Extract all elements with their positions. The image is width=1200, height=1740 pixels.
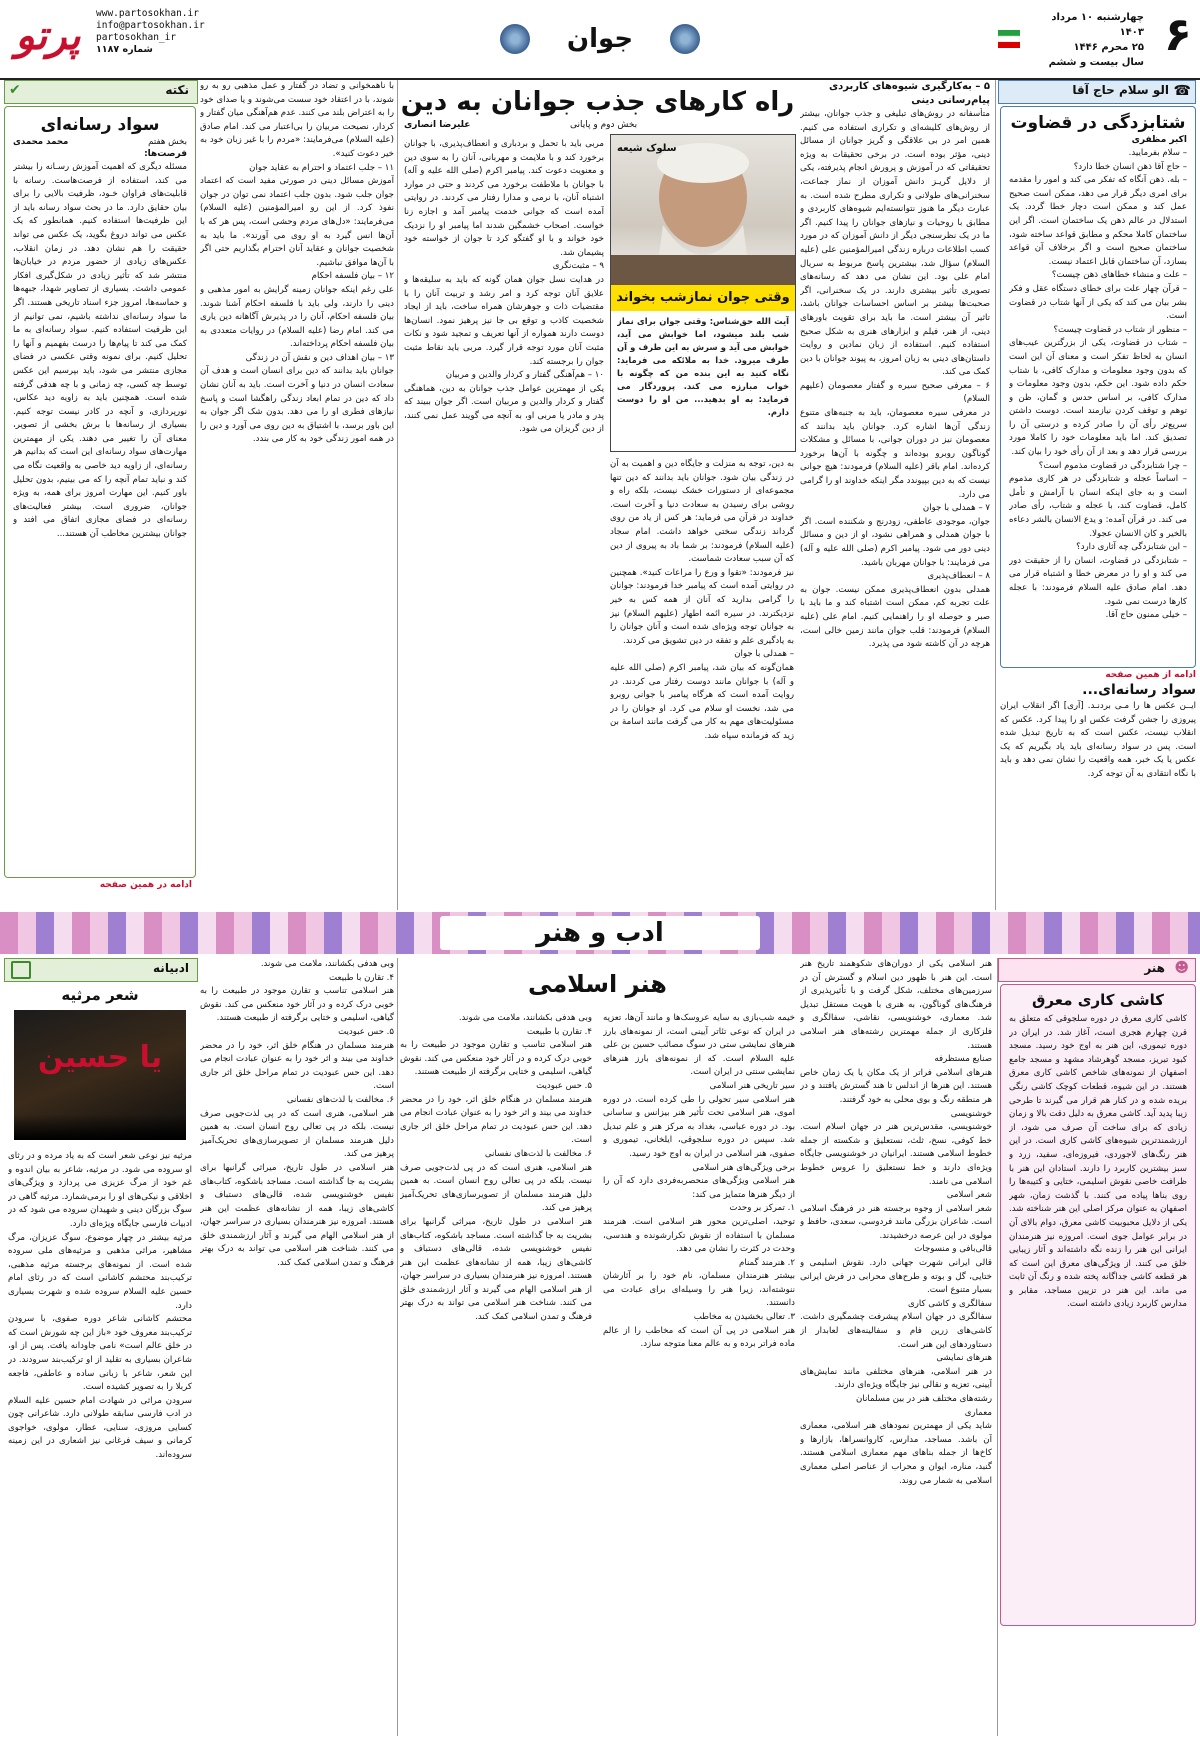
date-block [1024, 10, 1144, 70]
section-title: جوان [566, 24, 634, 54]
islamic-art-col-a: خیمه شب‌بازی به سایه عروسک‌ها و مانند آن‌ها، تعزیه در ایران که نوعی تئاتر آیینی است، از نمونه‌های بارز هنرهای نمایشی ستی در سوگ مصائب حسین بن علی علیه السلام است. که از نمونه‌های بارز هنرهای نمایشی سنتی در ایران است. سیر تاریخی هنر اسلامی هنر اسلامی سیر تحولی را طی کرده است. در دوره اموی، هنر اسلامی تحت تأثیر هنر بیزانس و ساسانی بود. در دوره عباسی، بغداد به مرکز هنر و علم تبدیل شد. سپس در دوره سلجوقی، ایلخانی، تیموری و صفوی، هنر اسلامی در ایران به اوج خود رسید. برخی ویژگی‌های هنر اسلامی هنر اسلامی ویژگی‌های منحصربه‌فردی دارد که آن را از دیگر هنرها متمایز می کند: ۱. تمرکز بر وحدت توحید، اصلی‌ترین محور هنر اسلامی است. هنرمند مسلمان با استفاده از نقوش تکرارشونده و هندسی، وحدت در کثرت را نشان می دهد. ۲. هنرمند گمنام بیشتر هنرمندان مسلمان، نام خود را بر آثارشان ننوشته‌اند، زیرا هنر را وسیله‌ای برای عبادت می دانستند. ۳. تعالی بخشیدن به مخاطب هنر اسلامی در پی آن است که مخاطب را از عالم ماده فراتر برده و به عالم معنا متوجه سازد. [603, 1013, 795, 1350]
lit-title: شعر مرثیه [61, 986, 139, 1004]
masks-icon: ☻ [1174, 960, 1189, 976]
portrait-image [611, 135, 795, 285]
photo-title: وقتی جوان نمازشب بخواند [616, 290, 790, 305]
email-link[interactable]: info@partosokhan.ir [96, 20, 205, 31]
section-header [500, 20, 700, 62]
art-label-bar [998, 958, 1196, 982]
date-lunar: ۲۵ محرم ۱۴۴۶ [1073, 42, 1144, 53]
islamic-art-col-b: وبی هدفی بکشانند، ملامت می شوند. ۴. تقارن با طبیعت هنر اسلامی تناسب و تقارن موجود در طبیعت را به خوبی درک کرده و در آثار خود منعکس می کند. نقوش گیاهی، اسلیمی و ختایی برگرفته از طبیعت هستند. ۵. حس عبودیت هنرمند مسلمان در هنگام خلق اثر، خود را در محضر خداوند می بیند و اثر خود را به عنوان عبادت انجام می دهد. این حس عبودیت در تمام مراحل خلق اثر جاری است. ۶. مخالفت با لذت‌های نفسانی هنر اسلامی، هنری است که در پی لذت‌جویی صرف نیست. بلکه در پی تعالی روح انسان است. به همین دلیل هنرمند مسلمان از تصویرسازی‌های تحریک‌آمیز پرهیز می کند. هنر اسلامی در طول تاریخ، میراثی گرانبها برای بشریت به جا گذاشته است. مساجد باشکوه، کتاب‌های نفیس خوشنویسی شده، قالی‌های دستباف و کاشی‌های زیبا، همه از نشانه‌های عظمت این هنر هستند. امروزه نیز هنرمندان بسیاری در سراسر جهان، از هنر اسلامی الهام می گیرند و آثار ارزشمندی خلق می کنند. شناخت هنر اسلامی می تواند به درک بهتر فرهنگ و تمدن اسلامی کمک کند. [400, 1013, 592, 1323]
date-solar: چهارشنبه ۱۰ مرداد ۱۴۰۳ [1051, 12, 1144, 38]
art-column [1000, 958, 1196, 1310]
feature-article [400, 80, 795, 908]
tip-body: مسئله دیگری که اهمیت آموزش رسـانه را بیشتر می کند، استفاده از فرصت‌هاست. رسانه با قابلیت‌های فراوان خـود، ظرفیت بالایی را برای بیان حقایق دارد. ما در بحث سواد رسانه باید از این ظرفیت‌ها استفاده کنیم. همانطور که یک عکس می تواند دروغ بگوید، یک عکس می تواند حقیقت را هم نشان دهد. در زمان انقلاب، عکس‌های زیادی از حضور مردم در خیابان‌ها منتشر شد که تأثیر زیادی در شکل‌گیری افکار عمومی داشت. بسیاری از تصاویر شهدا، جبهه‌ها و حماسه‌ها، امروز جزء اسناد تاریخی هستند. اگر ما سواد رسانه‌ای نداشته باشیم، نمی توانیم از این ظرفیت استفاده کنیم. سواد رسانه‌ای به ما کمک می کند تا پیام‌ها را درست بفهمیم و آنها را تحلیل کنیم. برای نمونه وقتی عکسی در فضای مجازی منتشر می شود، باید بپرسیم این عکس توسط چه کسی، چه زمانی و با چه هدفی گرفته شده است. همچنین باید به زاویه دید عکاس، نورپردازی، و آنچه در کادر نیست توجه کنیم. بسیاری از رسانه‌ها با برش بخشی از تصویر، معنای آن را تغییر می دهند. یکی از مهمترین مهارت‌های سواد رسانه‌ای این است که بدانیم هر رسانه‌ای، از زاویه دید خاصی به واقعیت نگاه می کند و نباید تمام آنچه را که می بینیم، بدون تحلیل باور کنیم. این مهارت امروز برای همه، به ویژه جوانان، ضروری است. بیشتر فعالیت‌های رسانه‌ای در فضای مجازی اتفاق می افتد و جوانان بیشترین مخاطب آن هستند... [13, 162, 187, 540]
lit-image [14, 1010, 186, 1140]
ornament-icon [500, 24, 530, 54]
ornament-icon [670, 24, 700, 54]
media-literacy-column [4, 80, 196, 908]
tip-box [4, 106, 196, 878]
islamic-art-part3 [200, 958, 394, 1736]
article-part1-body: متأسفانه در روش‌های تبلیغی و جذب جوانان، بیشتر از روش‌های کلیشه‌ای و تکراری استفاده می کنیم. همین امر در بی علاقگی و گریز جوانان از مسائل دینی، مؤثر بوده است. در برخی تحقیقات به ویژه تحقیقاتی که در آموزش و پرورش انجام پذیرفته، یکی از دلایل گریـز دانش آموزان از نماز جماعت، سخنرانی‌های طولانی و تکراری مطرح شده است. به عبارت دیگر ما هنوز نتوانسته‌ایم شیوه‌های کاربردی و مطابق با روحیات و نیازهای جوانان را پیدا کنیم. اگر ما در یک نظرسنجی دیگر از دانش آموزان که در مورد کسب اطلاعات درباره زندگی امیرالمؤمنین علی (علیه السلام) سؤال شد، بیشترین پاسخ مربوط به سریال امام علی بود. این نشان می دهد که رسانه‌های تصویری تأثیر بیشتری دارند. در یک سخنرانی، اگر صحبت‌ها بیشتر بر اساس احساسات جوانان باشد، تاثیر آن بیشتر است. ما باید برای تقویت باورهای دینی، از هنر، فیلم و ابزارهای هنری به شکل صحیح استفاده کنیم. استفاده از زبان نمادین و روایت داستان‌های دینی به زبان امروز، به پیوند جوانان با دین کمک می کند. ۶ – معرفی صحیح سیره و گفتار معصومان (علیهم السلام) در معرفی سیره معصومان، باید به جنبه‌های متنوع زندگی آن‌ها اشاره کرد. جوانان باید بدانند که معصومان نیز در دوران جوانی، با مسائل و مشکلات گوناگون روبرو بوده‌اند و چگونه با آن‌ها برخورد کرده‌اند. امام باقر (علیه السلام) فرمودند: هیچ جوانی نیست که به دین بپیوندد مگر اینکه خداوند او را گرامی می دارد. ۷ – همدلی با جوان جوان، موجودی عاطفی، زودرنج و شکننده است. اگر با جوان همدلی و همراهی نشود، او از دین و مسائل دینی دور می شود. پیامبر اکرم (صلی الله علیه و آله) می فرمایند: با جوانان مهربان باشید. ۸ – انعطاف‌پذیری همدلی بدون انعطاف‌پذیری ممکن نیست. جوان به علت تجربه کم، ممکن است اشتباه کند و ما باید با صبر و حوصله او را راهنمایی کنیم. امام علی (علیه السلام) فرمودند: قلب جوان مانند زمین خالی است، هرچه در آن کاشته شود می پذیرد. [800, 109, 990, 650]
art-body: کاشی کاری معرق در دوره سلجوقی که متعلق به قرن چهارم هجری است، آغاز شد. در ایران در دوره تیموری، این هنر به اوج خود رسید. مسجد کبود تبریز، مسجد گوهرشاد مشهد و مسجد جامع اصفهان از نمونه‌های شاخص کاشی کاری معرق هستند. در این شیوه، قطعات کوچک کاشی رنگی بریده شده و در کنار هم قرار می گیرند تا طرحی زیبا پدید آید. کاشی معرق به دلیل دقت بالا و زمان زیادی که برای ساخت آن صرف می شود، از ارزشمندترین شیوه‌های کاشی کاری است. در این هنر رنگ‌های لاجوردی، فیروزه‌ای، سفید، زرد و سبز بیشترین کاربرد را دارند. استادان این هنر با ظرافت خاصی نقوش اسلیمی، ختایی و کتیبه‌ها را روی بناها پیاده می کنند. با گذشت زمان، شهر اصفهان به عنوان مرکز اصلی این هنر شناخته شد. یکی از دلایل محبوبیت کاشی معرق، دوام بالای آن در برابر عوامل جوی است. امروزه نیز هنرمندان ایرانی این هنر را زنده نگه داشته‌اند و آثار زیبایی خلق می کنند. از ویژگی‌های معرق این است که هر قطعه کاشی جداگانه پخته شده و رنگ آن ثابت می ماند. این هنر در تزیین مساجد، مقابر و مدارس کاربرد زیادی داشته است. [1009, 1014, 1187, 1310]
qa-box [1000, 106, 1196, 668]
feature-title: راه کارهای جذب جوانان به دین [400, 87, 795, 117]
article-part2-column [200, 80, 394, 908]
feature-author: علیرضا انصاری [404, 120, 471, 130]
feature-col-b: به دین، توجه به منزلت و جایگاه دین و اهمیت به آن در زندگی بیان شود. جوانان باید بدانند که دین تنها مجموعه‌ای از دستورات خشک نیست، بلکه راه و روشی برای رسیدن به سعادت دنیا و آخرت است. خداوند در قرآن می فرماید: هر کس از یاد من روی گرداند زندگی سختی خواهد داشت. امام سجاد (علیه السلام) فرمودند: بر شما باد به پیروی از دین که آن سبب سعادت شماست. نیز فرمودند: «تقوا و ورع را مراعات کنید». همچنین در روایتی آمده است که پیامبر خدا فرمودند: جوانان را گرامی بدارید که آنان از همه کس به خیر نزدیکترند. در سیره ائمه اطهار (علیهم السلام) نیز به جوانان توجه ویژه‌ای شده است و آنان جوانان را به یادگیری علم و تفقه در دین تشویق می کردند. – همدلی با جوان همان‌گونه که بیان شد، پیامبر اکرم (صلی الله علیه و آله) با جوانان مانند دوست رفتار می کردند. در روایت آمده است که هرگاه پیامبر با جوانی روبرو می شد، نخست او سلام می کرد. او جوانان را در مسئولیت‌های مهم به کار می گرفت مانند اسامة بن زید که فرمانده سپاه شد. [610, 459, 794, 741]
feature-part: بخش دوم و پایانی [570, 120, 638, 130]
year-line: سال بیست و ششم [1048, 57, 1144, 68]
column-divider [397, 958, 398, 1736]
culture-banner [0, 912, 1200, 954]
feature-col-a: مربی باید با تحمل و بردباری و انعطاف‌پذیری، با جوانان برخورد کند و با ملایمت و مهربانی، آنان را به سوی دین و معنویت دعوت کند. پیامبر اکرم (صلی الله علیه و آله) با جوانان با ملاطفت برخورد می کردند و حتی در موارد اشتباه آنان، با نرمی و مدارا رفتار می کردند. در روایتی آمده است که جوانی خدمت پیامبر آمد و اجازه زنا خواست. اصحاب خشمگین شدند اما پیامبر او را نزدیک خود خواند و با او گفتگو کرد تا جوان از خواسته خود پشیمان شد. ۹ – مثبت‌نگری در هدایت نسل جوان همان گونه که باید به سلیقه‌ها و علایق آنان توجه کرد و امر رشد و تربیت آنان را با مقتضیات ذات و جوهرشان همراه ساخت، باید از ایجاد شخصیت کاذب و توقع بی جا نیز پرهیز نمود. انسان‌ها دوست دارند همواره از آنها تعریف و تمجید شود و نکات مثبت آنان مورد توجه قرار گیرد. مربی باید نقاط مثبت جوان را برجسته کند. ۱۰ – هم‌آهنگی گفتار و کردار والدین و مربیان یکی از مهمترین عوامل جذب جوانان به دین، هماهنگی گفتار و کردار والدین و مربیان است. اگر جوان ببیند که پدر و مادر یا مربی او، به آنچه می گویند عمل نمی کنند، از دین گریزان می شود. [404, 139, 604, 435]
islamic-art-part1-body: هنر اسلامی یکی از دوران‌های شکوهمند تاریخ هنر است. این هنر با ظهور دین اسلام و گسترش آن در سرزمین‌های مختلف، شکل گرفت و با تأثیرپذیری از فرهنگ‌های گوناگون، به هنری با هویت مستقل تبدیل شد. معماری، خوشنویسی، نقاشی، سفالگری و فلزکاری از جمله مهمترین رشته‌های هنر اسلامی هستند. صنایع مستظرفه هنرهای اسلامی فراتر از یک مکان یا یک زمان خاص هستند. این هنرها از اندلس تا هند گسترش یافتند و در هر منطقه رنگ و بوی محلی به خود گرفتند. خوشنویسی خوشنویسی، مقدس‌ترین هنر در جهان اسلام است. خط کوفی، نسخ، ثلث، نستعلیق و شکسته از جمله خطوط اسلامی هستند. ایرانیان در خوشنویسی جایگاه ویژه‌ای دارند و خط نستعلیق را عروس خطوط اسلامی می نامند. شعر اسلامی شعر اسلامی از وجوه برجسته هنر در فرهنگ اسلامی است. شاعران بزرگی مانند فردوسی، سعدی، حافظ و مولوی در این عرصه درخشیدند. قالی‌بافی و منسوجات قالی ایرانی شهرت جهانی دارد. نقوش اسلیمی و ختایی، گل و بوته و طرح‌های محرابی در فرش ایرانی بسیار متنوع است. سفالگری و کاشی کاری سفالگری در جهان اسلام پیشرفت چشمگیری داشت. کاشی‌های زرین فام و سفالینه‌های لعابدار از دستاوردهای این هنر است. هنرهای نمایشی در هنر اسلامی، هنرهای مختلفی مانند نمایش‌های آیینی، تعزیه و نقالی نیز جایگاه ویژه‌ای دارند. رشته‌های مختلف هنر در بین مسلمانان معماری شاید یکی از مهمترین نمودهای هنر اسلامی، معماری آن باشد. مساجد، مدارس، کاروانسراها، بازارها و کاخ‌ها از جمله بناهای مهم معماری اسلامی هستند. گنبد، مناره، ایوان و محراب از عناصر اصلی معماری اسلامی به شمار می روند. [800, 959, 992, 1486]
qa-title: شتابزدگی در قضاوت [1010, 113, 1186, 133]
book-icon [11, 961, 31, 979]
tip-part: بخش هفتم [148, 137, 187, 147]
tip-author: محمد محمدی [13, 137, 69, 147]
instagram-link[interactable]: partosokhan_ir [96, 32, 177, 43]
phone-icon: ☎ [1173, 83, 1191, 99]
page-number: ۶ [1163, 7, 1192, 61]
continue-label: ادامه از همین صفحه [1105, 670, 1196, 680]
tip-continue: ادامه در همین صفحه [99, 880, 192, 890]
lit-body: مرثیه نیز نوعی شعر است که به یاد مرده و در رثای او سروده می شود. در مرثیه، شاعر به بیان اندوه و غم خود از مرگ عزیزی می پردازد و ویژگی‌های اخلاقی و نیکی‌های او را برمی‌شمارد. مرثیه گاهی در سوگ بزرگان دینی و شهیدان سروده می شود که در ادبیات فارسی جایگاه ویژه‌ای دارد. مرثیه بیشتر در چهار موضوع، سوگ عزیزان، مرگ مشاهیر، مراثی مذهبی و مرثیه‌های ملی سروده شده است. از نمونه‌های برجسته مرثیه مذهبی، ترکیب‌بند محتشم کاشانی است که در رثای امام حسین علیه السلام سروده شده و شهرت بسیاری دارد. محتشم کاشانی شاعر دوره صفوی، با سرودن ترکیب‌بند معروف خود «باز این چه شورش است که در خلق عالم است» نامی جاودانه یافت. پس از او، شاعران بسیاری به تقلید از او ترکیب‌بند سرودند. در این شعر، شاعر با زبانی ساده و عاطفی، فاجعه کربلا را به تصویر کشیده است. سرودن مراثی در شهادت امام حسین علیه السلام در ادب فارسی سابقه طولانی دارد. شاعرانی چون کسایی مروزی، سنایی، عطار، مولوی، خواجوی کرمانی و سیف فرغانی نیز اشعاری در این زمینه سروده‌اند. [8, 1151, 192, 1461]
tip-meta [13, 137, 187, 147]
feature-photo-box [610, 134, 796, 452]
art-title: کاشی کاری معرق [1032, 991, 1164, 1009]
lit-image-text: یا حسین [37, 1040, 163, 1075]
qa-label: الو سلام حاج آقا [1072, 83, 1169, 97]
islamic-art-title: هنر اسلامی [528, 970, 667, 998]
islamic-art-part3-body: وبی هدفی بکشانند، ملامت می شوند. ۴. تقارن با طبیعت هنر اسلامی تناسب و تقارن موجود در طبیعت را به خوبی درک کرده و در آثار خود منعکس می کند. نقوش گیاهی، اسلیمی و ختایی برگرفته از طبیعت هستند. ۵. حس عبودیت هنرمند مسلمان در هنگام خلق اثر، خود را در محضر خداوند می بیند و اثر خود را به عنوان عبادت انجام می دهد. این حس عبودیت در تمام مراحل خلق اثر جاری است. ۶. مخالفت با لذت‌های نفسانی هنر اسلامی، هنری است که در پی لذت‌جویی صرف نیست. بلکه در پی تعالی روح انسان است. به همین دلیل هنرمند مسلمان از تصویرسازی‌های تحریک‌آمیز پرهیز می کند. هنر اسلامی در طول تاریخ، میراثی گرانبها برای بشریت به جا گذاشته است. مساجد باشکوه، کتاب‌های نفیس خوشنویسی شده، قالی‌های دستباف و کاشی‌های زیبا، همه از نشانه‌های عظمت این هنر هستند. امروزه نیز هنرمندان بسیاری در سراسر جهان، از هنر اسلامی الهام می گیرند و آثار ارزشمندی خلق می کنند. شناخت هنر اسلامی می تواند به درک بهتر فرهنگ و تمدن اسلامی کمک کند. [200, 959, 394, 1269]
continue-body: ایــن عکس ها را مـی بردنـد. [آری] اگر انقلاب ایران پیروزی را جشن گرفت عکس او را پیدا کرد. عکس که انقلاب نیست، عکس است که به تاریخ تبدیل شده است. پس در سواد رسانه‌ای باید یاد بگیریم که یک عکس یا یک خبر، همه واقعیت را نشان نمی دهد و باید با نگاه انتقادی به آن توجه کرد. [1000, 701, 1196, 779]
column-divider [397, 80, 398, 910]
banner-title-plate [440, 916, 760, 950]
literature-column [4, 958, 196, 1736]
flag-icon [998, 30, 1020, 48]
qa-author: اکبر مظفری [1131, 135, 1187, 145]
photo-tag: سلوک شیعه [617, 143, 677, 154]
tip-label: نکته [165, 83, 189, 97]
tip-title: سواد رسانه‌ای [40, 115, 160, 135]
art-box [1000, 984, 1196, 1626]
issue-number: شماره ۱۱۸۷ [96, 44, 153, 55]
website-link[interactable]: www.partosokhan.ir [96, 8, 199, 19]
continue-title: سواد رسانه‌ای... [1082, 682, 1196, 698]
logo [6, 6, 90, 68]
article-part1-column [800, 80, 990, 908]
islamic-art-article [400, 958, 795, 1736]
art-label: هنر [1144, 961, 1165, 975]
column-divider [995, 80, 996, 910]
article-part2-body: با ناهمخوانی و تضاد در گفتار و عمل مذهبی رو به رو شوند، با در اعتقاد خود سست می‌شوند و یا صدای خود را به اعتراض بلند می کنند. عدم هم‌آهنگی میان گفتار و کردار، نصیحت مربیان را بی‌اعتبار می کند. امام صادق (علیه السلام) می‌فرمایند: «مردم را با غیر زبان خود به خیر دعوت کنید». ۱۱ – جلب اعتماد و احترام به عقاید جوان آموزش مسائل دینی در صورتی مفید است که اعتماد جوان جلب شود. بدون جلب اعتماد نمی توان در جوان نفوذ کرد. از این رو امیرالمؤمنین (علیه السلام) می‌فرمایند: «دل‌های مردم وحشی است، پس هر که با آن‌ها انس گیرد به او روی می آورند». ما باید به شخصیت جوانان و عقاید آنان احترام بگذاریم حتی اگر با آن‌ها موافق نباشیم. ۱۲ – بیان فلسفه احکام علی رغم اینکه جوانان زمینه گرایش به امور مذهبی و دینی را دارند، ولی باید با فلسفه احکام آشنا شوند. بیان فلسفه احکام، آنان را در پذیرش آگاهانه دین یاری می کند. امام رضا (علیه السلام) در روایات متعددی به بیان فلسفه احکام پرداخته‌اند. ۱۳ – بیان اهداف دین و نقش آن در زندگی جوانان باید بدانند که دین برای انسان است و هدف آن سعادت انسان در دنیا و آخرت است. باید به آنان نشان داد که دین در تمام ابعاد زندگی راهگشا است و پاسخ نیازهای فطری او را می دهد. بدون شک اگر جوان به این باور برسد، با اشتیاق به دین روی می آورد و دین را در همه امور زندگی خود به کار می بندد. [200, 81, 394, 445]
banner-title: ادب و هنر [536, 918, 664, 948]
contact-block [96, 8, 216, 56]
qa-label-bar [998, 80, 1196, 104]
photo-quote: آیت الله حق‌شناس: وقتی جوان برای نماز شب بلند میشود، اما خوابش می آید، خوابش می آید و سرش به این طرف و آن طرف میرود. خدا به ملائکه می فرماید: نگاه کنید به این بنده من که چگونه با خواب مبارزه می کند. پروردگار می فرماید: به او بدهید... من او را دوست دارم. [611, 311, 795, 451]
article-subhead: ۵ – به‌کارگیری شیوه‌های کاربردی پیام‌رسانی دینی [828, 81, 990, 106]
tip-label-bar [4, 80, 198, 104]
qa-column [1000, 80, 1196, 1000]
lit-label-bar [4, 958, 198, 982]
tip-subhead: فرصت‌ها: [144, 149, 187, 159]
check-icon: ✔ [9, 82, 21, 98]
photo-title-bar [611, 285, 795, 311]
logo-text: پرتو [15, 13, 81, 59]
lit-label: ادبیانه [153, 961, 189, 975]
masthead [0, 0, 1200, 80]
qa-body: – سلام بفرمایید. – حاج آقا ذهن انسان خطا دارد؟ – بله. ذهن آنگاه که تفکر می کند و امور را مقدمه برای امری دیگر قرار می دهد، ممکن است صحیح عمل کند و ممکن است دچار خطا گردد. یک استدلال در عالم ذهن یک ساختمان است. اگر این ساختمان کاملا محکم و مطابق قواعد ساخته شود، ساختمان صحیح است و اگر برخلاف آن قواعد بسازد، آن ساختمان قابل اعتماد نیست. – علت و منشاء خطاهای ذهن چیست؟ – قرآن چهار علت برای خطای دستگاه عقل و فکر بشر بیان می کند که یکی از آنها شتاب در قضاوت است. – منظور از شتاب در قضاوت چیست؟ – شتاب در قضاوت، یکی از بزرگترین عیب‌های انسان به لحاظ تفکر است و معنای آن این است که بدون وجود معلومات و مدارک کافی، با شتاب حکم داده شود. این حکم، بدون وجود معلومات و مدارک کافی، بر اساس حدس و گمان، ظن و توهم و توقف کردن نیازمند است. دوست داشتن سریع‌تر رأی آن را صادر کرده و درستی آن را تصدیق کند. اما باید معلومات خود را کاملا مورد بررسی قرار دهد و بعد از آن رأی خود را بیان کند. – چرا شتابزدگی در قضاوت مذموم است؟ – اساساً عجله و شتابزدگی در هر کاری مذموم است و به جای اینکه انسان با آرامش و تأمل کامل، قضاوت کند، با عجله و شتاب، رأی صادر می کند. در قرآن آمده: و یدع الانسان بالشر دعاءه بالخیر و کان الانسان عجولا. – این شتابزدگی چه آثاری دارد؟ – شتابزدگی در قضاوت، انسان را از حقیقت دور می کند و او را در معرض خطا و اشتباه قرار می دهد. امام صادق علیه السلام فرمودند: با عجله کارها درست نمی شود. – خیلی ممنون حاج آقا. [1009, 148, 1187, 621]
column-divider [997, 958, 998, 1736]
islamic-art-part1 [800, 958, 992, 1736]
